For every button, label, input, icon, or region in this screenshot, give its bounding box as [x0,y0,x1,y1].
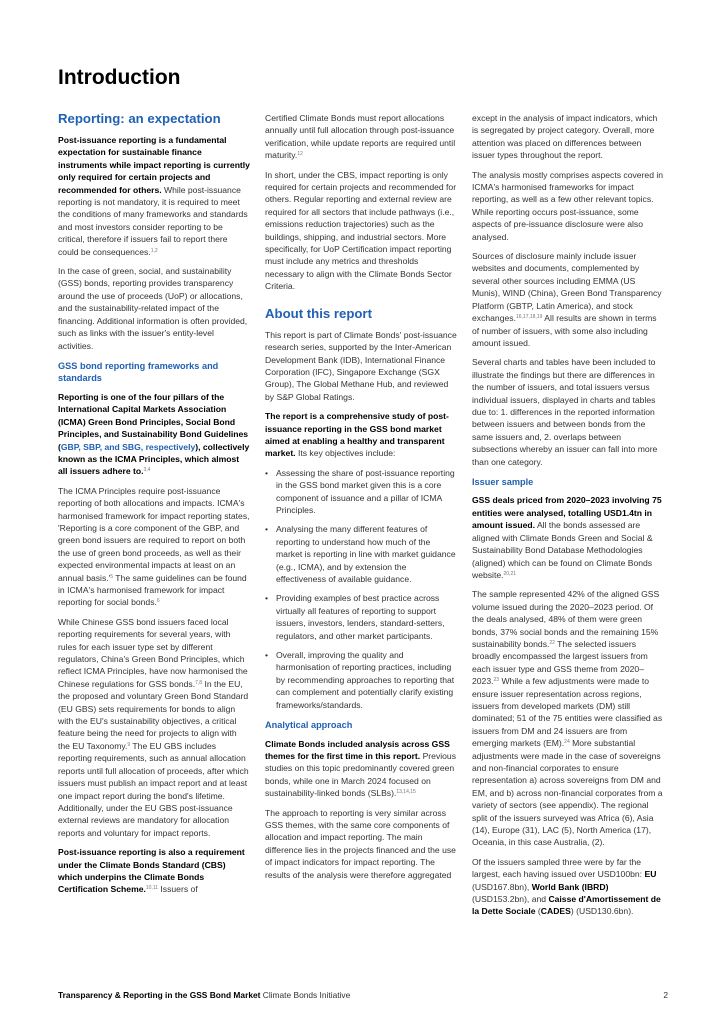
column-1 [58,110,250,903]
paragraph: The report is a comprehensive study of post-issuance reporting in the GSS bond market aimed at enabling a healthy and transparent market. Its key objectives include: [265,411,449,459]
paragraph: GSS deals priced from 2020–2023 involving 75 entities were analysed, totalling USD1.4tn in amount issued. All the bonds assessed are aligned with Climate Bonds Green and Social & Sustainability Bond Database Methodologies (aligned) which can be found on Climate Bonds website.$^{20,21}$ [472,495,662,580]
paragraph: The analysis mostly comprises aspects covered in ICMA's harmonised frameworks for impact reporting, as well as a few other relevant topics. While reporting occurs post-issuance, some aspects of pre-issuance disclosure were also analysed. [472,169,664,242]
page-number: 2 [663,990,668,1000]
page-footer [58,990,668,1000]
column-3 [472,112,664,925]
paragraph: While Chinese GSS bond issuers faced local reporting requirements for several years, with rules for each issuer type set by different regulators, China's Green Bond Principles, which reflect ICMA Principles, have now harmonised the Chinese regulations for GSS bonds.$^{7,8}$ In the EU, the proposed and voluntary Green Bond Standard (EU GBS) sets requirements for bonds to align with the EU's sustainability objectives, a critical feature being the need for projects to align with the EU Taxonomy.$^9$ The EU GBS includes reporting requirements, such as annual allocation reports until full allocation of proceeds, after which issuers must publish an impact report and at least one impact report during the bond's lifetime. Additionally, under the EU GBS post-issuance external reviews are mandatory for allocation reports and voluntary for impact reports. [58,616,249,838]
footer-publisher: Climate Bonds Initiative [262,990,351,1000]
paragraph: The approach to reporting is very similar across GSS themes, with the same core components of allocation and impact reporting. The main difference lies in the projects financed and the use of impact indicators for impact reporting. The results of the analysis were therefore aggregated [265,807,456,880]
icma-link[interactable]: GBP, SBP, and SBG, respectively [60,441,196,452]
footer-report-title: Transparency & Reporting in the GSS Bond Market [58,990,261,1000]
paragraph: This report is part of Climate Bonds' post-issuance research series, supported by the Inter-American Development Bank (IDB), International Finance Corporation (IFC), Singapore Exchange (SGX Group), The Global Methane Hub, and reviewed by S&P Global Ratings. [265,329,457,402]
section-heading-analytical: Analytical approach [265,720,353,731]
paragraph: except in the analysis of impact indicators, which is segregated by project category. Overall, more attention was placed on differences between issuer types throughout the report. [472,113,658,161]
bullet-icon: • [265,593,269,604]
paragraph: Sources of disclosure mainly include issuer websites and documents, complemented by several other sources including EMMA (US Munis), WIND (China), Green Bond Transparency Platform (GBTP, Latin America), and stock exchanges.$^{16,17,18,19}$ All results are shown in terms of number of issuers, with some also including amount issued. [472,251,662,348]
column-2 [265,112,457,888]
bullet-icon: • [265,467,269,478]
section-heading-reporting: Reporting: an expectation [58,111,221,126]
paragraph: In the case of green, social, and sustainability (GSS) bonds, reporting provides transparency around the use of proceeds (UoP) or allocations, and the sustainability-related impact of the financing. Additional information is often provided, such as links with the issuer's entity-level activities. [58,266,248,351]
paragraph: Reporting is one of the four pillars of the International Capital Markets Association (ICMA) Green Bond Principles, Social Bond Principles, and Sustainability Bond Guidelines (GBP, SBP, and SBG, respectively), collectively known as the ICMA Principles, which almost all issuers adhere to.$^{3,4}$ [58,391,250,477]
paragraph: The sample represented 42% of the aligned GSS volume issued during the 2020–2023 period. Of the deals analysed, 48% of them were green bonds, 37% social bonds and the remaining 15% sustainability bonds.$^{22}$ The selected issuers broadly encompassed the largest issuers from each issuer type and GSS theme from 2020–2023.23 While a few adjustments were made to ensure issuer representation across regions, issuers from developed markets (DM) still dominated; 51 of the 75 entities were classified as issuers from DM and 24 issuers are from emerging markets (EM).$^{24}$ More substantial adjustments were made in the case of sovereigns and non-financial corporates to ensure representation a) across sovereigns from DM and EM, and b) across non-financial corporates from a variety of sectors (see appendix). The regional split of the issuers surveyed was Africa (6), Asia (14), Europe (31), LAC (5), North America (17), Oceania, in this case Australia, (2). [472,589,663,848]
objectives-list [265,467,457,711]
section-heading-about: About this report [265,305,372,321]
page-title: Introduction [58,66,181,89]
paragraph: Of the issuers sampled three were by far the largest, each having issued over USD100bn: EU (USD167.8bn), World Bank (IBRD) (USD153.2bn), and Caisse d'Amortissement de la Dette Sociale (CADES) (USD130.6bn). [472,856,661,917]
paragraph: Post-issuance reporting is a fundamental expectation for sustainable finance instruments while impact reporting is currently only required for certain projects and recommended for others. While post-issuance reporting is not mandatory, it is required to meet the conditions of many frameworks and standards and most investors consider reporting to be critical, therefore if issuers fail to report there could be consequences.$^{1,2}$ [58,135,250,257]
list-item: • Providing examples of best practice across virtually all features of reporting to support issuers, investors, lenders, standard-setters, regulators, and other market participants. [265,593,445,641]
list-item: • Analysing the many different features of reporting to understand how much of the market is reporting in line with market guidance (e.g., ICMA), and by extension the effectiveness of available guidance. [265,524,456,584]
section-heading-frameworks: GSS bond reporting frameworks and standards [58,360,219,384]
bullet-icon: • [265,650,269,661]
paragraph: Several charts and tables have been included to illustrate the findings but there are differences in the number of issuers, and total issuers versus individual issuers, displayed in charts and tables due to: 1. differences in the reported information between issuers and between bonds from the same issuers and, 2. overlaps between subsections whereby an issuer can fall into more than one category. [472,357,658,467]
list-item: • Assessing the share of post-issuance reporting in the GSS bond market given this is a core component of issuance and a pillar of ICMA Principles. [265,467,455,515]
paragraph: Certified Climate Bonds must report allocations annually until full allocation through post-issuance verification, while update reports are required until maturity.$^{12}$ [265,113,456,161]
paragraph: Post-issuance reporting is also a requirement under the Climate Bonds Standard (CBS) which underpins the Climate Bonds Certification Scheme.$^{10,11}$ Issuers of [58,847,245,895]
list-item: • Overall, improving the quality and harmonisation of reporting practices, including by recommending approaches to reporting that can complement and potentially clarify existing frameworks/standards. [265,650,455,710]
paragraph: In short, under the CBS, impact reporting is only required for certain projects and recommended for others. Regular reporting and external review are required for all sectors that include pathways (i.e., emissions reduction trajectories) such as the buildings, shipping, and industrial sectors. More specifically, for UoP Certification impact reporting must include any metrics and thresholds necessary to align with the Climate Bonds Sector Criteria. [265,169,457,292]
paragraph: The ICMA Principles require post-issuance reporting of both allocations and impacts. ICMA's harmonised framework for impact reporting states, 'Reporting is a core component of the GBP, and green bond issuers are required to report on both the use of green bond proceeds, as well as their expected environmental impacts at least on an annual $basis.'^5$ The same guidelines can be found in ICMA's harmonised framework for impact reporting for social bonds.$^6$ [58,485,250,608]
bullet-icon: • [265,524,269,535]
paragraph: Climate Bonds included analysis across GSS themes for the first time in this report. Previous studies on this topic predominantly covered green bonds, while one in March 2024 focused on sustainability-linked bonds (SLBs).$^{13,14,15}$ [265,738,457,799]
section-heading-sample: Issuer sample [472,476,534,487]
